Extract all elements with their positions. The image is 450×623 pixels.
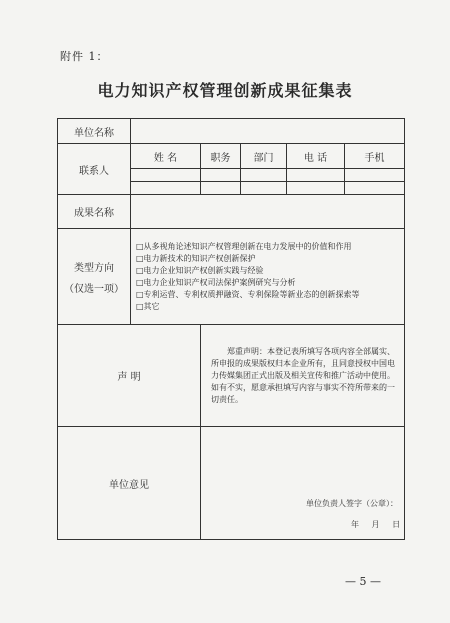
contact-label: 联系人 <box>58 144 131 195</box>
contact-header-name: 姓 名 <box>131 144 201 169</box>
form-title: 电力知识产权管理创新成果征集表 <box>97 81 353 100</box>
contact-phone-field[interactable] <box>287 169 345 182</box>
page-number: — 5 — <box>345 575 381 588</box>
opinion-row <box>58 427 405 540</box>
opinion-label: 单位意见 <box>58 427 201 540</box>
type-option-checkbox[interactable]: □电力新技术的知识产权创新保护 <box>136 253 256 263</box>
declaration-row <box>58 325 405 427</box>
declaration-label: 声 明 <box>58 325 201 427</box>
type-label-cell <box>58 229 131 325</box>
type-option-checkbox[interactable]: □电力企业知识产权司法保护案例研究与分析 <box>136 277 296 287</box>
unit-name-row <box>58 119 405 144</box>
achievement-name-label: 成果名称 <box>58 195 131 229</box>
type-label: 类型方向 <box>74 262 114 274</box>
contact-header-department: 部门 <box>241 144 287 169</box>
contact-name-field[interactable] <box>131 169 201 182</box>
contact-mobile-field[interactable] <box>345 182 405 195</box>
achievement-name-row <box>58 195 405 229</box>
type-row <box>58 229 405 325</box>
annex-label: 附件 1： <box>60 50 109 63</box>
contact-header-row <box>58 144 405 169</box>
unit-name-field[interactable] <box>131 119 405 144</box>
opinion-field[interactable] <box>201 427 405 540</box>
type-hint: （仅选一项） <box>64 283 124 295</box>
contact-phone-field[interactable] <box>287 182 345 195</box>
type-option-checkbox[interactable]: □其它 <box>136 301 160 311</box>
contact-name-field[interactable] <box>131 182 201 195</box>
contact-title-field[interactable] <box>201 182 241 195</box>
contact-department-field[interactable] <box>241 182 287 195</box>
contact-title-field[interactable] <box>201 169 241 182</box>
type-option-checkbox[interactable]: □专利运营、专利权质押融资、专利保险等新业态的创新探索等 <box>136 289 360 299</box>
contact-department-field[interactable] <box>241 169 287 182</box>
achievement-name-field[interactable] <box>131 195 405 229</box>
type-options <box>131 229 405 325</box>
unit-name-label: 单位名称 <box>58 119 131 144</box>
type-option-checkbox[interactable]: □电力企业知识产权创新实践与经验 <box>136 265 264 275</box>
type-option-checkbox[interactable]: □从多视角论述知识产权管理创新在电力发展中的价值和作用 <box>136 241 352 251</box>
signature-line: 单位负责人签字（公章）： <box>306 499 398 508</box>
submission-form-table <box>57 118 405 540</box>
declaration-text: 郑重声明：本登记表所填写各项内容全部属实、所申报的成果版权归本企业所有，且同意授权中国电力传媒集团正式出版及相关宣传和推广活动中使用。如有不实，愿意承担填写内容与事实不符所带来的一切责任。 <box>201 325 405 427</box>
contact-header-title: 职务 <box>201 144 241 169</box>
contact-header-mobile: 手机 <box>345 144 405 169</box>
contact-header-phone: 电 话 <box>287 144 345 169</box>
date-line: 年 月 日 <box>351 520 401 529</box>
contact-mobile-field[interactable] <box>345 169 405 182</box>
